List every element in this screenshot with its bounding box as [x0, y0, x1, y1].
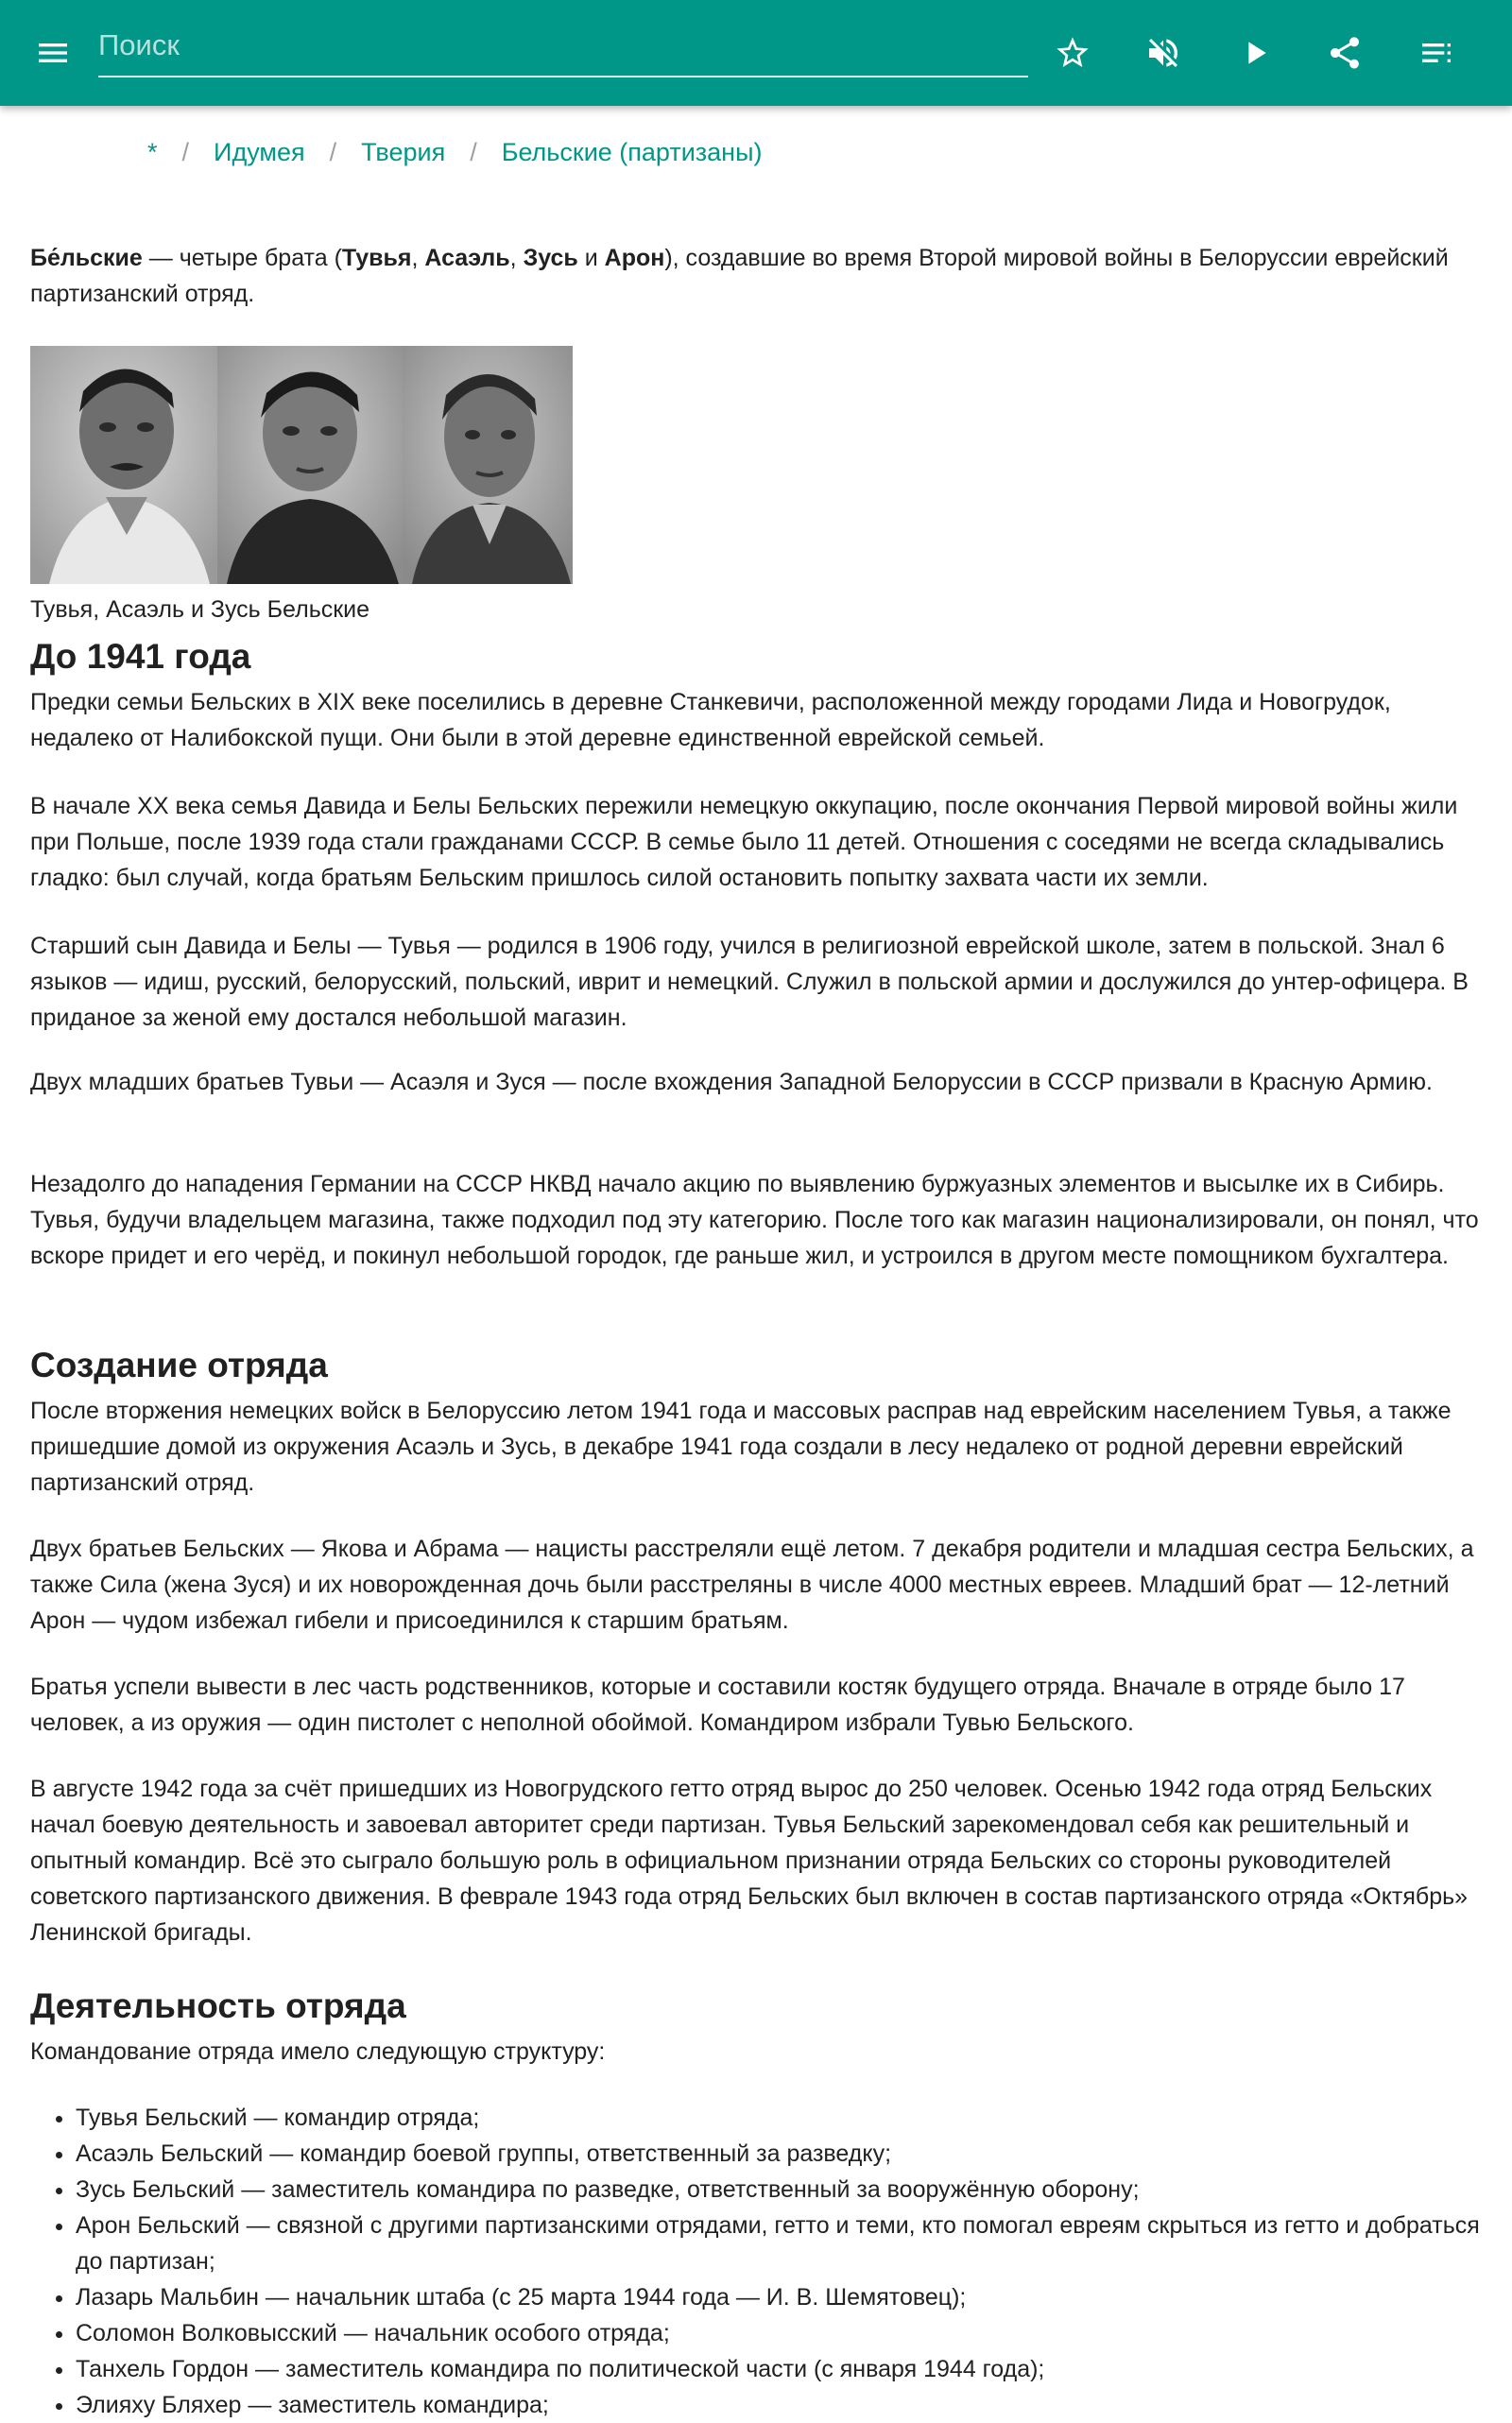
list-item: • Зусь Бельский — заместитель командира по разведке, ответственный за вооружённую оборону; [76, 2172, 1482, 2208]
play-icon[interactable] [1225, 23, 1285, 83]
breadcrumb-separator: / [329, 138, 337, 166]
paragraph: В августе 1942 года за счёт пришедших из Новогрудского гетто отряд вырос до 250 человек. Осенью 1942 года отряд Бельских начал боевую деятельность и завоевал авторитет среди партизан. Тувья Бельский зарекомендовал себя как решительный и опытный командир. Всё это сыграло большую роль в официальном признании отряда Бельских со стороны руководителей советского партизанского движения. В феврале 1943 года отряд Бельских был включен в состав партизанского отряда «Октябрь» Ленинской бригады. [30, 1776, 1469, 1946]
list-item: • Арон Бельский — связной с другими партизанскими отрядами, гетто и теми, кто помогал евреям скрыться из гетто и добраться до партизан; [76, 2208, 1482, 2279]
brother-name: Асаэль [424, 245, 510, 271]
search-field [98, 19, 1028, 77]
separator-text: и [577, 245, 605, 271]
breadcrumb [147, 138, 763, 167]
intro-paragraph [30, 240, 1482, 312]
brother-name: Тувья [341, 245, 412, 271]
paragraph: Старший сын Давида и Белы — Тувья — родился в 1906 году, учился в религиозной еврейской школе, затем в польской. Знал 6 языков — идиш, русский, белорусский, польский, иврит и немецкий. Служил в польской армии и дослужился до унтер-офицера. В приданое за женой ему достался небольшой магазин. [30, 933, 1469, 1031]
breadcrumb-item-root[interactable]: * [147, 138, 158, 166]
playlist-icon[interactable] [1406, 23, 1467, 83]
list-item: • Лазарь Мальбин — начальник штаба (с 25 марта 1944 года — И. В. Шемятовец); [76, 2279, 1482, 2315]
volume-off-icon[interactable] [1133, 23, 1194, 83]
list-item: • Асаэль Бельский — командир боевой группы, ответственный за разведку; [76, 2136, 1482, 2172]
brother-name: Арон [604, 245, 665, 271]
paragraph: Незадолго до нападения Германии на СССР НКВД начало акцию по выявлению буржуазных элементов и высылке их в Сибирь. Тувья, будучи владельцем магазина, также подходил под эту категорию. После того как магазин национализировали, он понял, что вскоре придет и его черёд, и покинул небольшой городок, где раньше жил, и устроился в другом месте помощником бухгалтера. [30, 1171, 1479, 1269]
paragraph: Предки семьи Бельских в XIX веке поселились в деревне Станкевичи, расположенной между городами Лида и Новогрудок, недалеко от Налибокской пущи. Они были в этой деревне единственной еврейской семьей. [30, 689, 1391, 751]
paragraph: После вторжения немецких войск в Белоруссию летом 1941 года и массовых расправ над еврейским населением Тувья, а также пришедшие домой из окружения Асаэль и Зусь, в декабре 1941 года создали в лесу недалеко от родной деревни еврейский партизанский отряд. [30, 1398, 1452, 1496]
separator-text: , [411, 245, 425, 271]
section-title: Создание отряда [30, 1346, 328, 1384]
breadcrumb-item-tiberias[interactable]: Тверия [361, 138, 446, 166]
breadcrumb-separator: / [181, 138, 190, 166]
paragraph: Двух братьев Бельских — Якова и Абрама — нацисты расстреляли ещё летом. 7 декабря родители и младшая сестра Бельских, а также Сила (жена Зуся) и их новорожденная дочь были расстреляны в числе 4000 местных евреев. Младший брат — 12-летний Арон — чудом избежал гибели и присоединился к старшим братьям. [30, 1536, 1474, 1634]
section-title: До 1941 года [30, 637, 251, 676]
list-item: • Соломон Волковысский — начальник особого отряда; [76, 2315, 1482, 2351]
photo-image [30, 346, 573, 584]
search-input[interactable] [98, 19, 1028, 72]
intro-text: — четыре брата ( [142, 245, 342, 271]
photo-caption: Тувья, Асаэль и Зусь Бельские [30, 596, 370, 623]
breadcrumb-item-current[interactable]: Бельские (партизаны) [501, 138, 763, 166]
star-outline-icon[interactable] [1042, 23, 1103, 83]
breadcrumb-item-idumea[interactable]: Идумея [214, 138, 305, 166]
separator-text: , [509, 245, 524, 271]
paragraph: В начале XX века семья Давида и Белы Бельских пережили немецкую оккупацию, после окончания Первой мировой войны жили при Польше, после 1939 года стали гражданами СССР. В семье было 11 детей. Отношения с соседями не всегда складывались гладко: был случай, когда братьям Бельским пришлось силой остановить попытку захвата части их земли. [30, 793, 1458, 891]
brother-name: Зусь [523, 245, 578, 271]
paragraph: Братья успели вывести в лес часть родственников, которые и составили костяк будущего отряда. Вначале в отряде было 17 человек, а из оружия — один пистолет с неполной обоймой. Командиром избрали Тувью Бельского. [30, 1674, 1405, 1736]
command-structure-list [30, 2100, 1482, 2423]
list-item: • Танхель Гордон — заместитель командира по политической части (с января 1944 года); [76, 2351, 1482, 2387]
list-item: • Элияху Бляхер — заместитель командира; [76, 2387, 1482, 2423]
section-title: Деятельность отряда [30, 1986, 406, 2025]
breadcrumb-separator: / [470, 138, 477, 166]
paragraph: Командование отряда имело следующую структуру: [30, 2038, 606, 2065]
article-lead-term: Бе́льские [30, 245, 143, 271]
app-bar [0, 0, 1512, 106]
list-item: • Тувья Бельский — командир отряда; [76, 2100, 1482, 2136]
paragraph: Двух младших братьев Тувьи — Асаэля и Зуся — после вхождения Западной Белоруссии в СССР призвали в Красную Армию. [30, 1069, 1433, 1095]
share-icon[interactable] [1314, 23, 1375, 83]
bielski-brothers-photo[interactable] [30, 346, 573, 584]
menu-icon[interactable] [23, 23, 83, 83]
intro-text: ), создавшие во время Второй мировой войны в Белоруссии еврейский партизанский отряд. [30, 245, 1449, 307]
